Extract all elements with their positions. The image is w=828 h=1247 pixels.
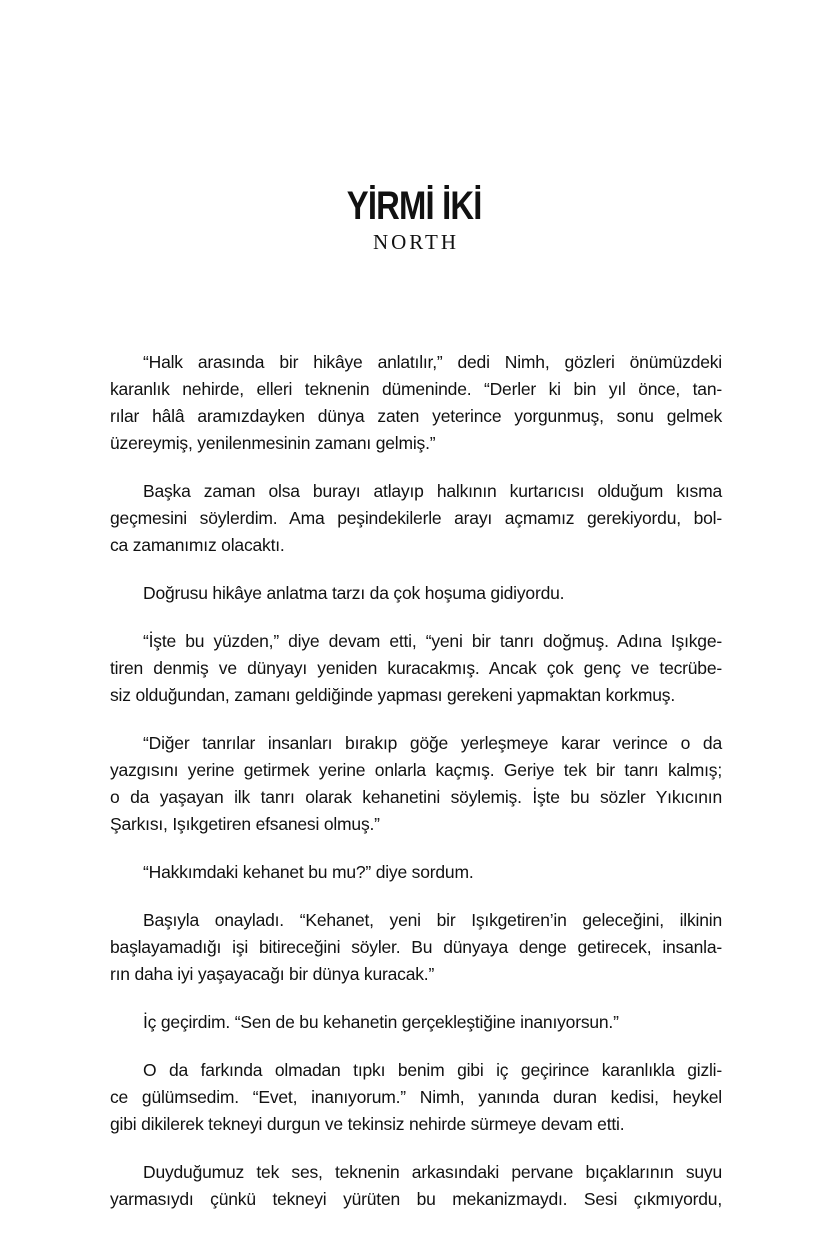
paragraph	[110, 1009, 722, 1036]
text-line: ce gülümsedim. “Evet, inanıyorum.” Nimh, yanında duran kedisi, heykel	[110, 1087, 722, 1107]
paragraph	[110, 1057, 722, 1138]
text-line: yazgısını yerine getirmek yerine onlarla kaçmış. Geriye tek bir tanrı kalmış;	[110, 760, 722, 780]
text-line: siz olduğundan, zamanı geldiğinde yapması gerekeni yapmaktan korkmuş.	[110, 685, 675, 705]
text-line: “Diğer tanrılar insanları bırakıp göğe yerleşmeye karar verince o da	[143, 733, 722, 753]
text-line: geçmesini söylerdim. Ama peşindekilerle arayı açmamız gerekiyordu, bol-	[110, 508, 722, 528]
text-line: Başıyla onayladı. “Kehanet, yeni bir Işıkgetiren’in geleceğini, ilkinin	[143, 910, 722, 930]
paragraph	[110, 349, 722, 457]
paragraph	[110, 859, 722, 886]
text-line: o da yaşayan ilk tanrı olarak kehanetini söylemiş. İşte bu sözler Yıkıcının	[110, 787, 722, 807]
page-body	[110, 349, 722, 1234]
text-line: karanlık nehirde, elleri teknenin dümeninde. “Derler ki bin yıl önce, tan-	[110, 379, 722, 399]
paragraph	[110, 907, 722, 988]
paragraph	[110, 478, 722, 559]
text-line: “Hakkımdaki kehanet bu mu?” diye sordum.	[143, 862, 474, 882]
text-line: rın daha iyi yaşayacağı bir dünya kuracak.”	[110, 964, 435, 984]
text-line: “Halk arasında bir hikâye anlatılır,” dedi Nimh, gözleri önümüzdeki	[143, 352, 722, 372]
chapter-subtitle: NORTH	[372, 230, 460, 254]
text-line: Duyduğumuz tek ses, teknenin arkasındaki pervane bıçaklarının suyu	[143, 1162, 722, 1182]
text-line: ca zamanımız olacaktı.	[110, 535, 285, 555]
text-line: üzereymiş, yenilenmesinin zamanı gelmiş.”	[110, 433, 436, 453]
paragraph	[110, 628, 722, 709]
text-line: Doğrusu hikâye anlatma tarzı da çok hoşuma gidiyordu.	[143, 583, 565, 603]
text-line: başlayamadığı işi bitireceğini söyler. Bu dünyaya denge getirecek, insanla-	[110, 937, 722, 957]
chapter-title: YİRMİ İKİ	[346, 184, 482, 228]
text-line: Başka zaman olsa burayı atlayıp halkının kurtarıcısı olduğum kısma	[143, 481, 722, 501]
paragraph	[110, 1159, 722, 1213]
text-line: rılar hâlâ aramızdayken dünya zaten yeterince yorgunmuş, sonu gelmek	[110, 406, 722, 426]
paragraph	[110, 580, 722, 607]
text-line: “İşte bu yüzden,” diye devam etti, “yeni bir tanrı doğmuş. Adına Işıkge-	[143, 631, 722, 651]
text-line: gibi dikilerek tekneyi durgun ve tekinsiz nehirde sürmeye devam etti.	[110, 1114, 625, 1134]
text-line: yarmasıydı çünkü tekneyi yürüten bu mekanizmaydı. Sesi çıkmıyordu,	[110, 1189, 722, 1209]
paragraph	[110, 730, 722, 838]
text-line: O da farkında olmadan tıpkı benim gibi iç geçirince karanlıkla gizli-	[143, 1060, 722, 1080]
text-line: İç geçirdim. “Sen de bu kehanetin gerçekleştiğine inanıyorsun.”	[143, 1012, 619, 1032]
text-line: Şarkısı, Işıkgetiren efsanesi olmuş.”	[110, 814, 380, 834]
text-line: tiren denmiş ve dünyayı yeniden kuracakmış. Ancak çok genç ve tecrübe-	[110, 658, 722, 678]
